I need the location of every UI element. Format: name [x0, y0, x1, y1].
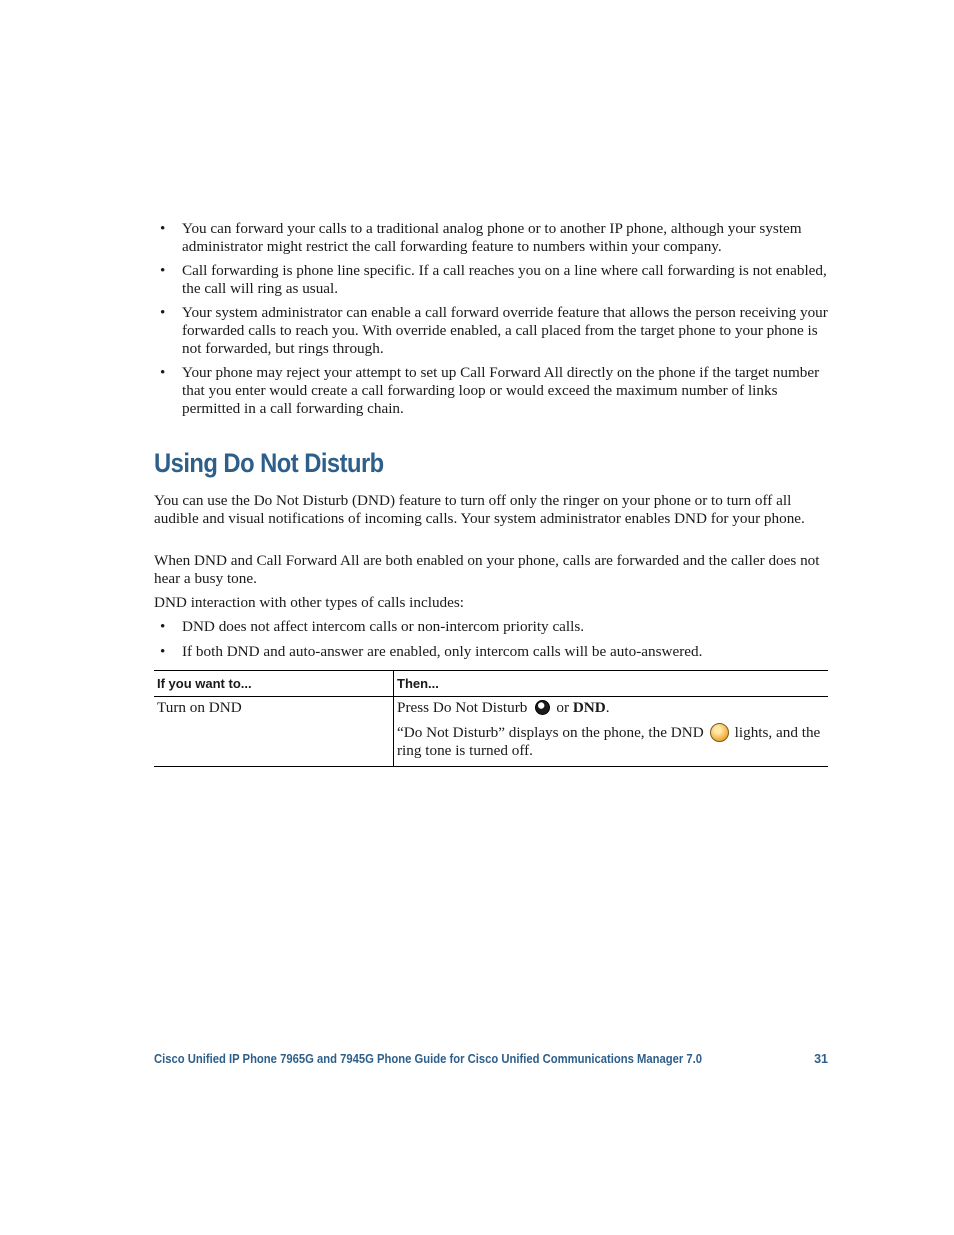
list-item-text: Call forwarding is phone line specific. If a call reaches you on a line where call forwarding is not enabled, the call will ring as usual. — [182, 262, 827, 297]
header-then: Then... — [394, 671, 829, 697]
table-header-row — [154, 671, 828, 697]
list-item-text: DND does not affect intercom calls or non-intercom priority calls. — [182, 618, 585, 635]
instruction-text: Press Do Not Disturb — [397, 699, 528, 716]
dnd-button-icon — [535, 700, 550, 715]
dnd-softkey-label: DND — [572, 699, 606, 716]
bullet-icon: • — [160, 643, 166, 660]
forwarding-notes-list — [154, 220, 834, 424]
paragraph: DND interaction with other types of calls includes: — [154, 594, 465, 611]
list-item-text: If both DND and auto-answer are enabled, only intercom calls will be auto-answered. — [182, 643, 703, 660]
cell-action: Turn on DND — [154, 697, 394, 767]
instruction-text: “Do Not Disturb” displays on the phone, the DND — [397, 724, 704, 741]
page-number: 31 — [814, 1052, 828, 1066]
footer-title: Cisco Unified IP Phone 7965G and 7945G Phone Guide for Cisco Unified Communications Manager 7.0 — [154, 1052, 703, 1066]
list-item — [154, 304, 834, 358]
dnd-instructions-table — [154, 670, 828, 767]
period-text: . — [605, 699, 610, 716]
dnd-interaction-list — [154, 618, 834, 668]
list-item — [154, 220, 834, 256]
list-item — [154, 262, 834, 298]
page-footer — [154, 1052, 828, 1066]
bullet-icon: • — [160, 220, 166, 237]
paragraph: You can use the Do Not Disturb (DND) feature to turn off only the ringer on your phone or to turn off all audible and visual notifications of incoming calls. Your system administrator enables DND for your phone. — [154, 492, 805, 527]
bullet-icon: • — [160, 304, 166, 321]
list-item — [154, 618, 834, 636]
bullet-icon: • — [160, 364, 166, 381]
instruction-line — [397, 699, 825, 717]
list-item-text: You can forward your calls to a traditional analog phone or to another IP phone, although your system administrator might restrict the call forwarding feature to numbers within your company. — [182, 220, 802, 255]
list-item — [154, 643, 834, 661]
table-row — [154, 697, 828, 767]
or-text: or — [556, 699, 570, 716]
bullet-icon: • — [160, 618, 166, 635]
list-item-text: Your system administrator can enable a call forward override feature that allows the person receiving your forwarded calls to reach you. With override enabled, a call placed from the target phone to your phone is not forwarded, but rings through. — [182, 304, 828, 357]
instruction-line — [397, 723, 825, 760]
dnd-light-icon — [710, 723, 729, 742]
paragraph: When DND and Call Forward All are both enabled on your phone, calls are forwarded and the caller does not hear a busy tone. — [154, 552, 820, 587]
header-if-you-want: If you want to... — [154, 671, 394, 697]
cell-instructions — [394, 697, 829, 767]
list-item-text: Your phone may reject your attempt to set up Call Forward All directly on the phone if the target number that you enter would create a call forwarding loop or would exceed the maximum number of links permitted in a call forwarding chain. — [182, 364, 820, 417]
instruction-text: lights, and the ring tone is turned off. — [397, 724, 821, 759]
list-item — [154, 364, 834, 418]
section-title: Using Do Not Disturb — [154, 448, 384, 478]
bullet-icon: • — [160, 262, 166, 279]
